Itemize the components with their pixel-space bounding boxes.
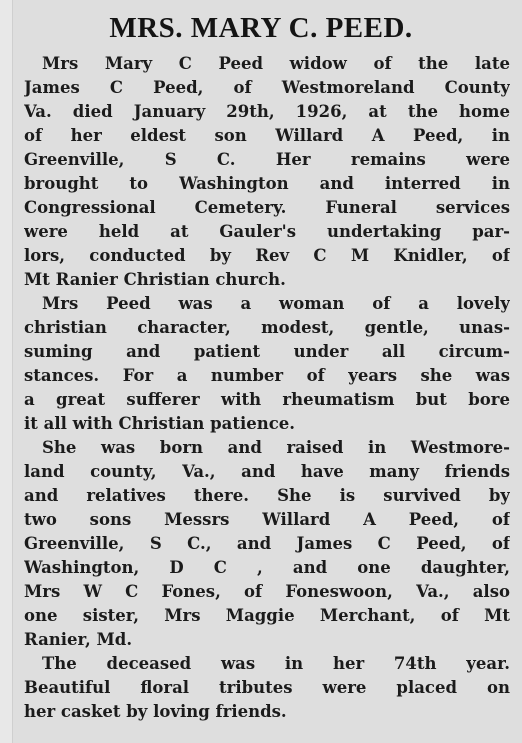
- paragraph-4: [24, 652, 510, 724]
- text-line: suming and patient under all circum-: [24, 342, 510, 361]
- text-line: her casket by loving friends.: [24, 702, 287, 721]
- text-line: Greenville, S C., and James C Peed, of: [24, 534, 510, 553]
- text-line: Mrs Mary C Peed widow of the late: [42, 54, 510, 73]
- text-line: one sister, Mrs Maggie Merchant, of Mt: [24, 606, 510, 625]
- text-line: Beautiful floral tributes were placed on: [24, 678, 510, 697]
- text-line: a great sufferer with rheumatism but bore: [24, 390, 510, 409]
- text-line: James C Peed, of Westmoreland County: [24, 78, 510, 97]
- text-line: The deceased was in her 74th year.: [42, 654, 510, 673]
- text-line: of her eldest son Willard A Peed, in: [24, 126, 510, 145]
- text-line: christian character, modest, gentle, unas-: [24, 318, 510, 337]
- text-line: two sons Messrs Willard A Peed, of: [24, 510, 510, 529]
- text-line: land county, Va., and have many friends: [24, 462, 510, 481]
- text-line: it all with Christian patience.: [24, 414, 296, 433]
- text-line: Congressional Cemetery. Funeral services: [24, 198, 510, 217]
- paragraph-3: [24, 436, 510, 652]
- text-line: lors, conducted by Rev C M Knidler, of: [24, 246, 510, 265]
- text-line: brought to Washington and interred in: [24, 174, 510, 193]
- paragraph-1: [24, 52, 510, 292]
- text-line: Washington, D C , and one daughter,: [24, 558, 510, 577]
- text-line: Mt Ranier Christian church.: [24, 270, 286, 289]
- text-line: stances. For a number of years she was: [24, 366, 510, 385]
- text-line: Mrs Peed was a woman of a lovely: [42, 294, 510, 313]
- text-line: Ranier, Md.: [24, 630, 133, 649]
- text-line: were held at Gauler's undertaking par-: [24, 222, 510, 241]
- obituary-headline: MRS. MARY C. PEED.: [109, 12, 413, 44]
- obituary-body: [24, 52, 510, 724]
- text-line: She was born and raised in Westmore-: [42, 438, 510, 457]
- column-rule: [0, 0, 13, 743]
- text-line: Va. died January 29th, 1926, at the home: [24, 102, 510, 121]
- paragraph-2: [24, 292, 510, 436]
- text-line: Greenville, S C. Her remains were: [24, 150, 510, 169]
- text-line: and relatives there. She is survived by: [24, 486, 510, 505]
- text-line: Mrs W C Fones, of Foneswoon, Va., also: [24, 582, 510, 601]
